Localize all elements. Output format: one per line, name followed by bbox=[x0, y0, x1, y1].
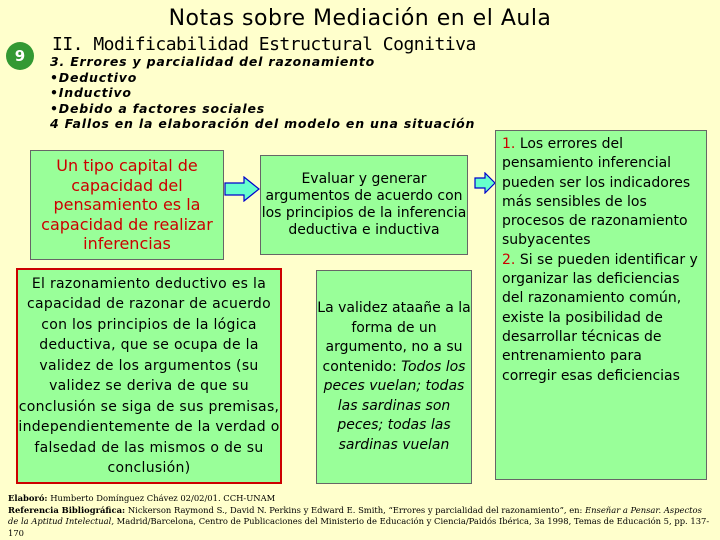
list-item: •Inductivo bbox=[50, 85, 132, 100]
point-text: Los errores del pensamiento inferencial pueden ser los indicadores más sensibles de los procesos de razonamiento subyacentes bbox=[502, 136, 691, 249]
reference-label: Referencia Bibliográfica: bbox=[8, 504, 126, 515]
deductive-reasoning-text: El razonamiento deductivo es la capacidad de razonar de acuerdo con los principios de la lógica deductiva, que se ocupa de la validez de los argumentos (su validez se deriva de que su conclusión se siga de sus premisas, independientemente de la verdad o falsedad de las mismos o de su conclusión) bbox=[18, 275, 280, 476]
arrow-right-icon bbox=[474, 172, 496, 194]
point-text: Si se pueden identificar y organizar las deficiencias del razonamiento común, existe la posibilidad de desarrollar técnicas de entrenamiento para corregir esas deficiencias bbox=[502, 251, 698, 384]
point-number: 1. bbox=[502, 136, 516, 152]
list-item: 4 Fallos en la elaboración del modelo en una situación bbox=[50, 116, 476, 131]
validity-example-text: Todos los peces vuelan; todas las sardinas son peces; todas las sardinas vuelan bbox=[323, 358, 466, 453]
inference-capacity-text: Un tipo capital de capacidad del pensamiento es la capacidad de realizar inferencias bbox=[41, 156, 213, 254]
evaluate-arguments-text: Evaluar y generar argumentos de acuerdo con los principios de la inferencia deductiva e inductiva bbox=[261, 171, 467, 238]
deductive-reasoning-box bbox=[16, 268, 282, 484]
evaluate-arguments-box bbox=[260, 155, 468, 255]
inference-errors-box bbox=[495, 130, 707, 480]
citation-footer bbox=[8, 493, 714, 539]
reference-publisher: Madrid/Barcelona, Centro de Publicaciones del Ministerio de Educación y Ciencia/Paidós Ibérica, 3a 1998, Temas de Educación 5, pp. 137-170 bbox=[8, 516, 710, 538]
slide-title: Notas sobre Mediación en el Aula bbox=[168, 6, 552, 31]
section-heading: II. Modificabilidad Estructural Cognitiva bbox=[52, 34, 476, 55]
validity-intro-text: La validez ataañe a la forma de un argumento, no a su contenido: bbox=[317, 300, 471, 375]
arrow-right-icon bbox=[224, 176, 260, 202]
slide-number-badge: 9 bbox=[6, 42, 34, 70]
author-line bbox=[8, 493, 714, 505]
reference-authors: Nickerson Raymond S., David N. Perkins y Edward E. Smith, “Errores y parcialidad del razonamiento”, en: bbox=[127, 504, 583, 515]
list-item: 3. Errores y parcialidad del razonamiento bbox=[50, 54, 376, 69]
reference-line bbox=[8, 505, 714, 540]
author-label: Elaboró: bbox=[8, 493, 48, 503]
validity-box bbox=[316, 270, 472, 484]
reference-book: Enseñar a Pensar. Aspectos de la Aptitud Intelectual, bbox=[8, 504, 702, 526]
inference-capacity-box bbox=[30, 150, 224, 260]
author-value: Humberto Domínguez Chávez 02/02/01. CCH-UNAM bbox=[50, 493, 276, 503]
list-item: •Debido a factores sociales bbox=[50, 100, 265, 116]
topic-list bbox=[50, 54, 475, 132]
list-item: •Deductivo bbox=[50, 69, 138, 85]
point-number: 2. bbox=[502, 251, 516, 268]
